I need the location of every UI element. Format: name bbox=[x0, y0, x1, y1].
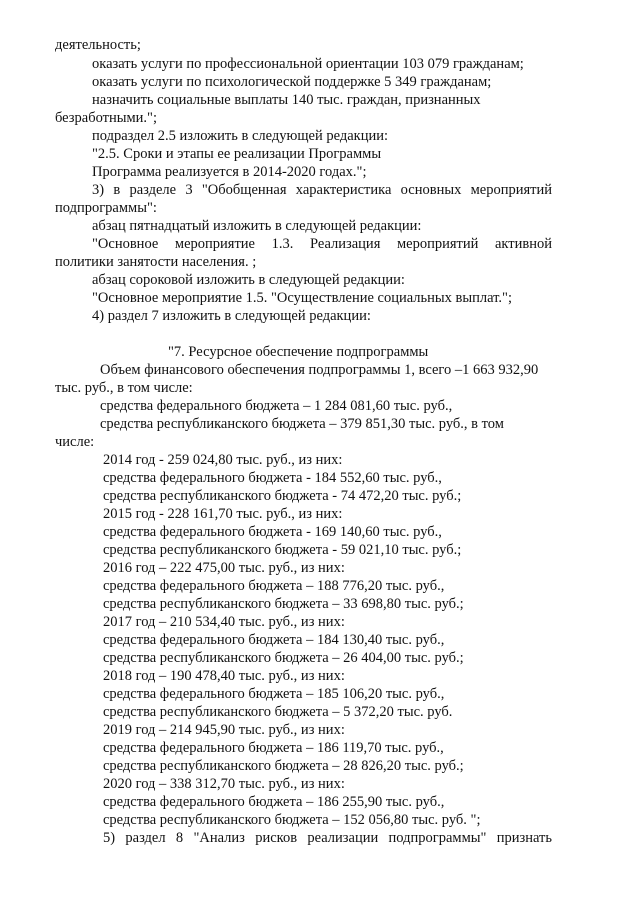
text-line: средства республиканского бюджета - 74 472,20 тыс. руб.; bbox=[103, 488, 462, 504]
text-line: средства федерального бюджета – 188 776,20 тыс. руб., bbox=[103, 578, 445, 594]
year-line: 2016 год – 222 475,00 тыс. руб., из них: bbox=[103, 560, 345, 576]
text-line: средства республиканского бюджета – 28 826,20 тыс. руб.; bbox=[103, 758, 464, 774]
text-line: средства республиканского бюджета – 33 698,80 тыс. руб.; bbox=[103, 596, 464, 612]
text-line: подпрограммы": bbox=[55, 200, 157, 216]
text-line: средства федерального бюджета – 184 130,40 тыс. руб., bbox=[103, 632, 445, 648]
text-line: средства республиканского бюджета – 5 372,20 тыс. руб. bbox=[103, 704, 453, 720]
text-line: оказать услуги по психологической поддержке 5 349 гражданам; bbox=[92, 74, 492, 90]
text-line: средства республиканского бюджета – 152 056,80 тыс. руб. "; bbox=[103, 812, 481, 828]
text-line: Объем финансового обеспечения подпрограммы 1, всего –1 663 932,90 bbox=[100, 362, 539, 378]
text-line: средства федерального бюджета - 184 552,60 тыс. руб., bbox=[103, 470, 442, 486]
text-line: средства федерального бюджета – 185 106,20 тыс. руб., bbox=[103, 686, 445, 702]
text-line: абзац сороковой изложить в следующей редакции: bbox=[92, 272, 405, 288]
text-line: "2.5. Сроки и этапы ее реализации Программы bbox=[92, 146, 382, 162]
year-line: 2020 год – 338 312,70 тыс. руб., из них: bbox=[103, 776, 345, 792]
text-line: оказать услуги по профессиональной ориентации 103 079 гражданам; bbox=[92, 56, 524, 72]
text-line: 3) в разделе 3 "Обобщенная характеристика основных мероприятий bbox=[92, 182, 552, 198]
text-line: 4) раздел 7 изложить в следующей редакции: bbox=[92, 308, 371, 324]
text-line: средства федерального бюджета – 186 255,90 тыс. руб., bbox=[103, 794, 445, 810]
text-line: назначить социальные выплаты 140 тыс. граждан, признанных bbox=[92, 92, 481, 108]
text-line: средства республиканского бюджета – 379 851,30 тыс. руб., в том bbox=[100, 416, 504, 432]
text-line: безработными."; bbox=[55, 110, 157, 126]
text-line: средства республиканского бюджета – 26 404,00 тыс. руб.; bbox=[103, 650, 464, 666]
text-line: тыс. руб., в том числе: bbox=[55, 380, 193, 396]
text-line: средства федерального бюджета – 186 119,70 тыс. руб., bbox=[103, 740, 444, 756]
year-line: 2019 год – 214 945,90 тыс. руб., из них: bbox=[103, 722, 345, 738]
year-line: 2015 год - 228 161,70 тыс. руб., из них: bbox=[103, 506, 343, 522]
text-line: числе: bbox=[55, 434, 95, 450]
text-line: 5) раздел 8 "Анализ рисков реализации подпрограммы" признать bbox=[103, 830, 552, 846]
text-line: политики занятости населения. ; bbox=[55, 254, 257, 270]
section-heading: "7. Ресурсное обеспечение подпрограммы bbox=[168, 344, 429, 360]
text-line: абзац пятнадцатый изложить в следующей редакции: bbox=[92, 218, 422, 234]
year-line: 2018 год – 190 478,40 тыс. руб., из них: bbox=[103, 668, 345, 684]
text-line: подраздел 2.5 изложить в следующей редакции: bbox=[92, 128, 389, 144]
text-line: "Основное мероприятие 1.3. Реализация мероприятий активной bbox=[92, 236, 552, 252]
text-line: "Основное мероприятие 1.5. "Осуществление социальных выплат."; bbox=[92, 290, 512, 306]
year-line: 2014 год - 259 024,80 тыс. руб., из них: bbox=[103, 452, 343, 468]
year-line: 2017 год – 210 534,40 тыс. руб., из них: bbox=[103, 614, 345, 630]
text-line: деятельность; bbox=[55, 37, 141, 53]
text-line: средства федерального бюджета - 169 140,60 тыс. руб., bbox=[103, 524, 442, 540]
text-line: Программа реализуется в 2014-2020 годах."; bbox=[92, 164, 367, 180]
text-line: средства республиканского бюджета - 59 021,10 тыс. руб.; bbox=[103, 542, 462, 558]
text-line: средства федерального бюджета – 1 284 081,60 тыс. руб., bbox=[100, 398, 453, 414]
